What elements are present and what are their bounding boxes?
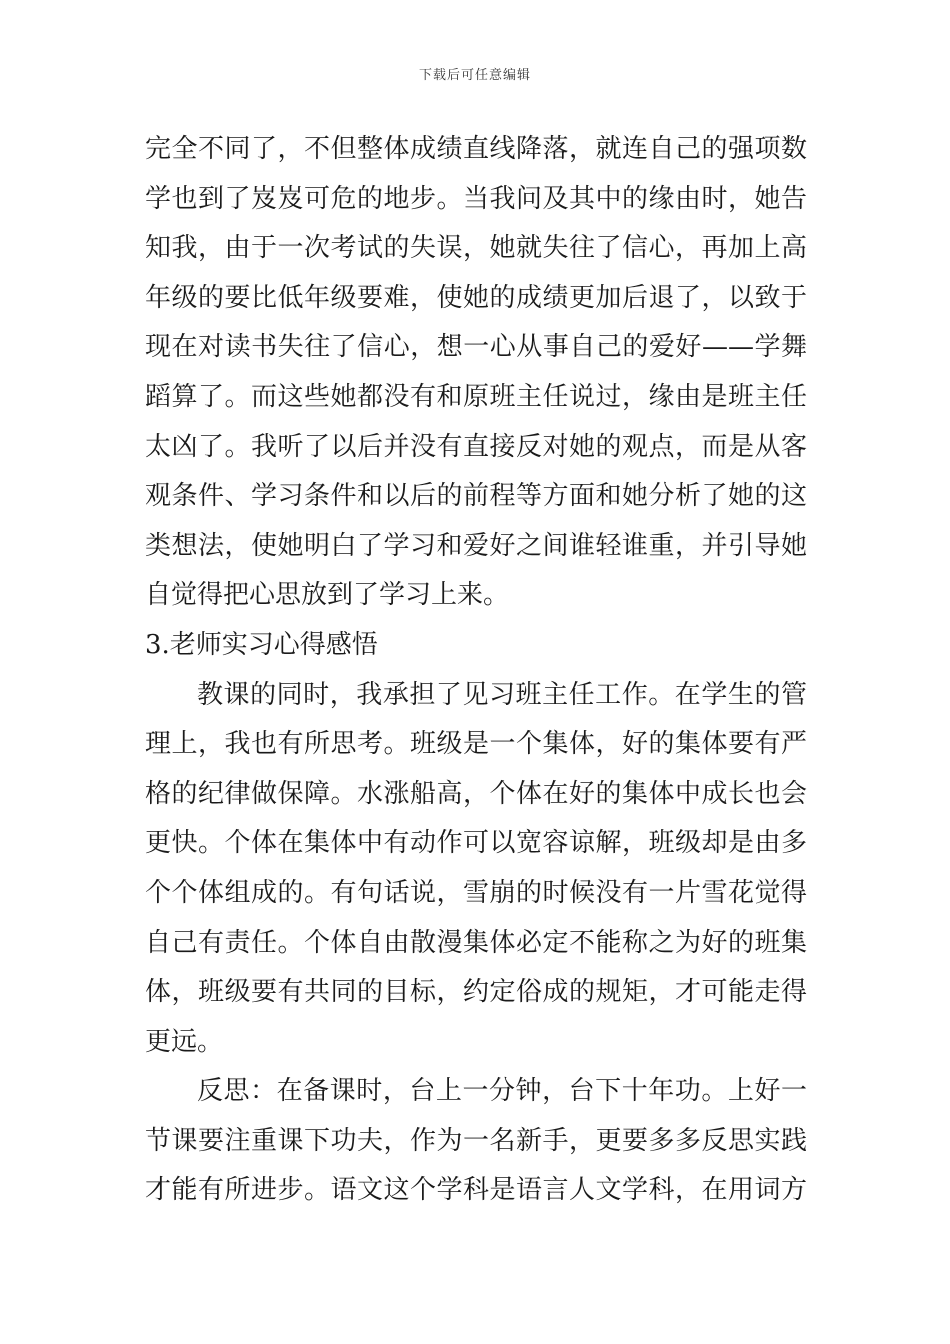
text-line: 年级的要比低年级要难，使她的成绩更加后退了，以致于 bbox=[145, 282, 807, 313]
text-line: 反思：在备课时，台上一分钟，台下十年功。上好一 bbox=[197, 1076, 807, 1107]
text-line: 教课的同时，我承担了见习班主任工作。在学生的管 bbox=[197, 679, 807, 710]
heading-text: 3.老师实习心得感悟 bbox=[145, 629, 378, 660]
text-line: 知我，由于一次考试的失误，她就失往了信心，再加上高 bbox=[145, 233, 807, 264]
document-body bbox=[145, 125, 807, 1216]
text-line: 蹈算了。而这些她都没有和原班主任说过，缘由是班主任 bbox=[145, 381, 807, 412]
text-line: 才能有所进步。语文这个学科是语言人文学科，在用词方 bbox=[145, 1175, 807, 1206]
text-line: 观条件、学习条件和以后的前程等方面和她分析了她的这 bbox=[145, 481, 807, 512]
text-line: 更远。 bbox=[145, 1026, 224, 1057]
paragraph-continuation bbox=[145, 125, 807, 621]
page-header: 下载后可任意编辑 bbox=[418, 68, 531, 83]
text-line: 类想法，使她明白了学习和爱好之间谁轻谁重，并引导她 bbox=[145, 530, 807, 561]
text-line: 太凶了。我听了以后并没有直接反对她的观点，而是从客 bbox=[145, 431, 807, 462]
text-line: 理上，我也有所思考。班级是一个集体，好的集体要有严 bbox=[145, 729, 807, 760]
text-line: 学也到了岌岌可危的地步。当我问及其中的缘由时，她告 bbox=[145, 183, 807, 214]
text-line: 格的纪律做保障。水涨船高，个体在好的集体中成长也会 bbox=[145, 778, 807, 809]
text-line: 完全不同了，不但整体成绩直线降落，就连自己的强项数 bbox=[145, 134, 807, 164]
text-line: 自觉得把心思放到了学习上来。 bbox=[145, 580, 510, 611]
text-line: 个个体组成的。有句话说，雪崩的时候没有一片雪花觉得 bbox=[145, 877, 807, 908]
text-line: 体，班级要有共同的目标，约定俗成的规矩，才可能走得 bbox=[145, 977, 807, 1008]
paragraph-reflection bbox=[145, 1067, 807, 1216]
paragraph-body bbox=[145, 671, 807, 1068]
text-line: 更快。个体在集体中有动作可以宽容谅解，班级却是由多 bbox=[145, 828, 807, 859]
text-line: 自己有责任。个体自由散漫集体必定不能称之为好的班集 bbox=[145, 927, 807, 958]
text-line: 节课要注重课下功夫，作为一名新手，更要多多反思实践 bbox=[145, 1125, 807, 1156]
text-line: 现在对读书失往了信心，想一心从事自己的爱好——学舞 bbox=[145, 332, 807, 363]
section-heading bbox=[145, 621, 807, 671]
